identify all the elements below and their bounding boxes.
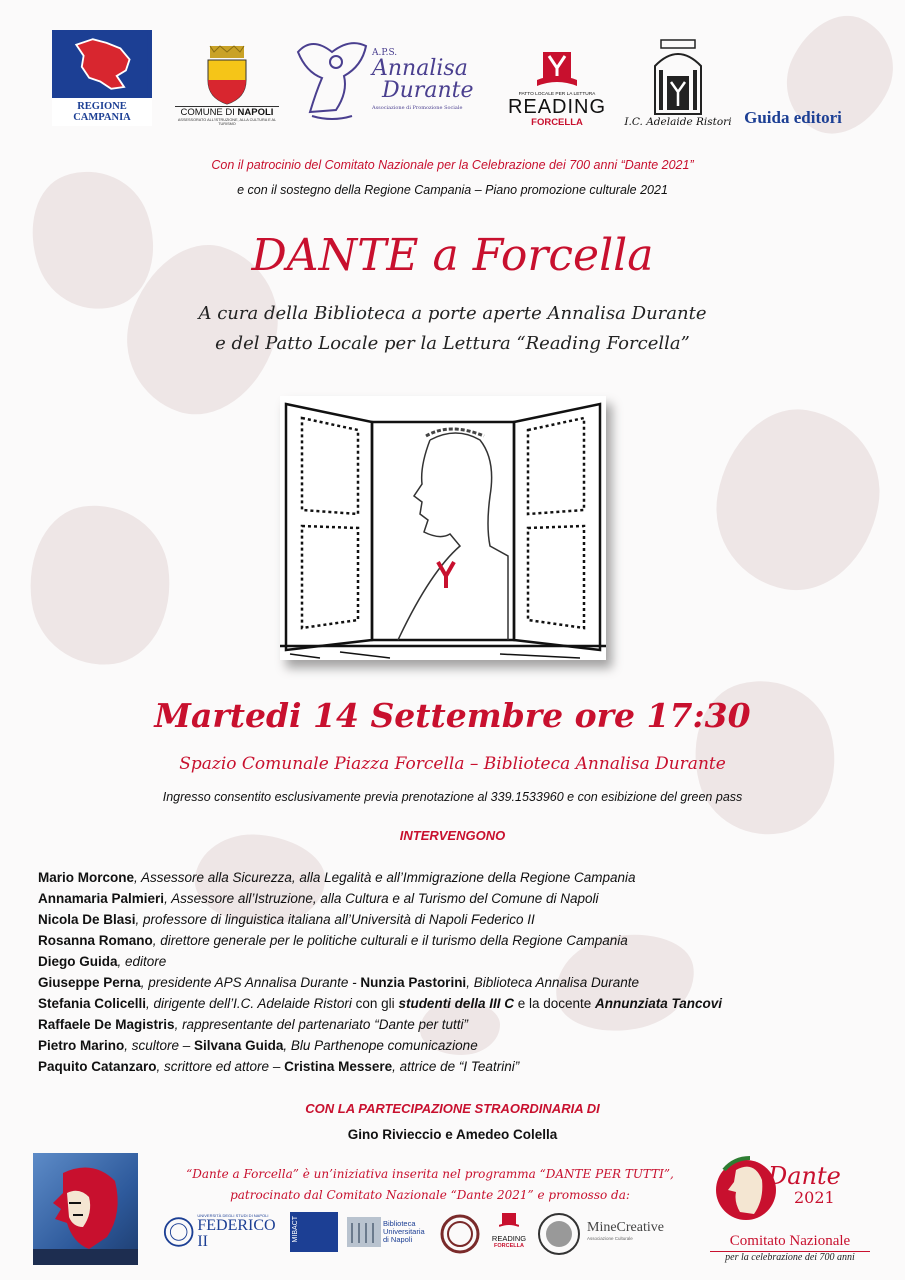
dante-2021-word: Dante	[768, 1162, 841, 1190]
aps-small: A.P.S.	[372, 48, 398, 58]
subtitle-line-2: e del Patto Locale per la Lettura “Reading Forcella”	[215, 333, 690, 354]
minecreative-sub: Associazione Culturale	[587, 1236, 633, 1241]
round-emblem-icon	[440, 1214, 480, 1254]
footer-line-1: “Dante a Forcella” è un’iniziativa inserita nel programma “DANTE PER TUTTI”,	[186, 1167, 674, 1181]
federico-small: UNIVERSITÀ DEGLI STUDI DI NAPOLI	[197, 1213, 269, 1218]
speaker-row: Annamaria Palmieri, Assessore all’Istruzione, alla Cultura e al Turismo del Comune di Napoli	[38, 891, 599, 906]
comune-napoli-logo	[172, 26, 282, 126]
speakers-heading: INTERVENGONO	[399, 828, 506, 843]
aps-name-2: Durante	[382, 78, 474, 103]
biblioteca-line-2: Universitaria	[383, 1226, 425, 1236]
dante-street-art-image	[33, 1153, 138, 1265]
book-icon	[535, 50, 579, 90]
event-venue: Spazio Comunale Piazza Forcella – Biblioteca Annalisa Durante	[179, 754, 726, 774]
regione-campania-logo	[52, 30, 152, 126]
aps-name-1: Annalisa	[372, 56, 468, 81]
regione-label: REGIONE CAMPANIA	[52, 98, 152, 126]
partner-federico-logo	[163, 1212, 283, 1252]
napoli-crest-icon	[202, 44, 252, 106]
dante-window-illustration	[280, 396, 606, 660]
speaker-row: Stefania Colicelli, dirigente dell’I.C. Adelaide Ristori con gli studenti della III C e la docente Annunziata Tancovi	[38, 996, 723, 1011]
speaker-row: Giuseppe Perna, presidente APS Annalisa Durante - Nunzia Pastorini, Biblioteca Annalisa Durante	[38, 975, 640, 990]
comune-name: NAPOLI	[237, 107, 274, 118]
footer-line-2: patrocinato dal Comitato Nazionale “Dante 2021” e promosso da:	[230, 1188, 630, 1202]
angel-icon	[292, 32, 372, 128]
reading-forcella-logo	[496, 36, 618, 128]
dante-2021-committee: Comitato Nazionale	[729, 1233, 851, 1249]
aps-sub: Associazione di Promozione Sociale	[372, 105, 463, 111]
dante-2021-logo	[710, 1150, 870, 1265]
partner-minecreative-logo	[587, 1220, 697, 1250]
book-icon	[499, 1213, 519, 1229]
speaker-row: Nicola De Blasi, professore di linguistica italiana all’Università di Napoli Federico II	[38, 912, 535, 927]
reading-big: READING	[507, 96, 607, 118]
patronage-line-2: e con il sostegno della Regione Campania – Piano promozione culturale 2021	[237, 183, 668, 197]
reading-sub: FORCELLA	[531, 117, 583, 128]
partner-seal-logo	[537, 1212, 581, 1256]
dante-2021-committee-sub: per la celebrazione dei 700 anni	[710, 1251, 870, 1263]
partner-round-logo	[440, 1214, 480, 1254]
biblioteca-line-3: di Napoli	[383, 1235, 413, 1245]
background-blob	[704, 397, 893, 602]
special-heading: CON LA PARTECIPAZIONE STRAORDINARIA DI	[305, 1101, 600, 1116]
guida-editori-logo	[738, 96, 848, 128]
colonnade-icon	[347, 1213, 381, 1251]
speaker-row: Diego Guida, editore	[38, 954, 167, 969]
ic-adelaide-ristori-logo	[622, 24, 734, 128]
comune-sub: ASSESSORATO ALL'ISTRUZIONE, ALLA CULTURA E AL TURISMO	[177, 118, 277, 126]
speaker-row: Raffaele De Magistris, rappresentante del partenariato “Dante per tutti”	[38, 1017, 468, 1032]
comune-prefix: COMUNE DI	[180, 107, 238, 118]
special-guests: Gino Rivieccio e Amedeo Colella	[347, 1127, 558, 1142]
minecreative-label: MineCreative	[587, 1220, 664, 1235]
subtitle-line-1: A cura della Biblioteca a porte aperte Annalisa Durante	[198, 303, 707, 324]
building-icon	[645, 36, 711, 116]
entry-note: Ingresso consentito esclusivamente previa prenotazione al 339.1533960 e con esibizione del green pass	[162, 790, 743, 804]
partner-reading-label: READING	[491, 1234, 527, 1243]
patronage-line-1: Con il patrocinio del Comitato Nazionale per la Celebrazione dei 700 anni “Dante 2021”	[211, 158, 694, 172]
partner-reading-logo	[487, 1213, 531, 1253]
speaker-row: Paquito Catanzaro, scrittore ed attore – Cristina Messere, attrice de “I Teatrini”	[38, 1059, 520, 1074]
aps-annalisa-durante-logo	[292, 30, 474, 130]
speaker-row: Rosanna Romano, direttore generale per le politiche culturali e il turismo della Regione Campania	[38, 933, 628, 948]
ic-name: I.C. Adelaide Ristori	[624, 116, 732, 128]
reading-small: PATTO LOCALE PER LA LETTURA	[518, 92, 596, 97]
partner-reading-sub: FORCELLA	[494, 1243, 524, 1249]
dante-2021-year: 2021	[794, 1188, 835, 1207]
mibac-label: MIBACT	[292, 1216, 299, 1243]
page-title: DANTE a Forcella	[251, 230, 654, 281]
speaker-row: Pietro Marino, scultore – Silvana Guida, Blu Parthenope comunicazione	[38, 1038, 478, 1053]
seal-icon	[537, 1212, 581, 1256]
partner-mibact-logo	[290, 1212, 338, 1252]
partner-biblioteca-logo	[347, 1212, 431, 1252]
biblioteca-line-1: Biblioteca	[383, 1218, 416, 1228]
speakers-list	[38, 867, 878, 1077]
federico-label: FEDERICO II	[197, 1217, 276, 1250]
background-blob	[20, 496, 181, 674]
campania-map-icon	[52, 30, 152, 98]
university-seal-icon	[163, 1215, 194, 1249]
speaker-row: Mario Morcone, Assessore alla Sicurezza, alla Legalità e all’Immigrazione della Regione Campania	[38, 870, 636, 885]
event-date: Martedi 14 Settembre ore 17:30	[154, 696, 751, 735]
guida-label: Guida editori	[744, 108, 842, 127]
